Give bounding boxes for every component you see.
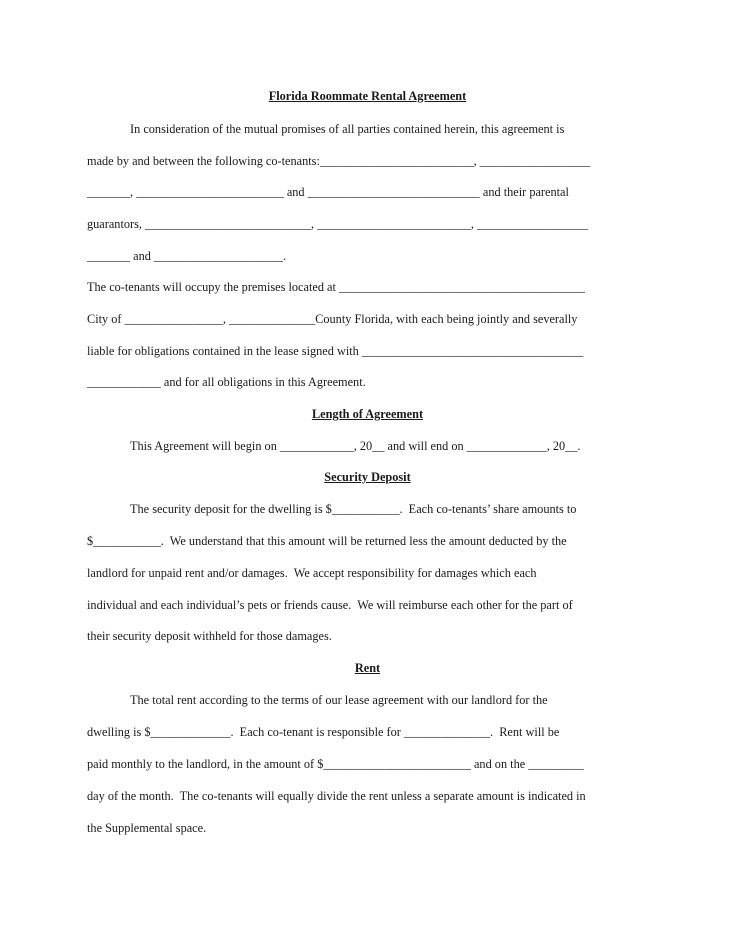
intro-line-1: In consideration of the mutual promises of all parties contained herein, this agreement is [130, 122, 565, 136]
deposit-line-4: individual and each individual’s pets or friends cause. We will reimburse each other for the part of [87, 598, 573, 612]
premises-line-3: liable for obligations contained in the lease signed with ____________________________________ [87, 344, 584, 358]
premises-line-1: The co-tenants will occupy the premises located at ________________________________________ [87, 280, 585, 294]
rent-line-5: the Supplemental space. [87, 821, 207, 835]
deposit-line-1: The security deposit for the dwelling is $___________. Each co-tenants’ share amounts to [130, 502, 577, 516]
length-line-1: This Agreement will begin on ____________, 20__ and will end on _____________, 20__. [130, 439, 581, 453]
deposit-line-5: their security deposit withheld for those damages. [87, 629, 332, 643]
rent-line-3: paid monthly to the landlord, in the amount of $________________________ and on the _________ [87, 757, 584, 771]
document-title: Florida Roommate Rental Agreement [268, 89, 467, 103]
deposit-line-2: $___________. We understand that this amount will be returned less the amount deducted by the [87, 534, 567, 548]
section-heading-deposit: Security Deposit [324, 470, 411, 484]
premises-line-4: ____________ and for all obligations in this Agreement. [87, 375, 366, 389]
rent-line-4: day of the month. The co-tenants will equally divide the rent unless a separate amount is indicated in [87, 789, 586, 803]
deposit-line-3: landlord for unpaid rent and/or damages. We accept responsibility for damages which each [87, 566, 537, 580]
intro-line-2: made by and between the following co-tenants:_________________________, __________________ [87, 154, 591, 168]
section-heading-rent: Rent [354, 661, 381, 675]
rent-line-2: dwelling is $_____________. Each co-tenant is responsible for ______________. Rent will be [87, 725, 560, 739]
intro-line-4: guarantors, ___________________________, _________________________, __________________ [87, 217, 588, 231]
premises-line-2: City of ________________, ______________County Florida, with each being jointly and severally [87, 312, 578, 326]
intro-line-5: _______ and _____________________. [87, 249, 287, 263]
rent-line-1: The total rent according to the terms of our lease agreement with our landlord for the [130, 693, 548, 707]
intro-line-3: _______, ________________________ and ____________________________ and their parental [87, 185, 569, 199]
section-heading-length: Length of Agreement [311, 407, 424, 421]
